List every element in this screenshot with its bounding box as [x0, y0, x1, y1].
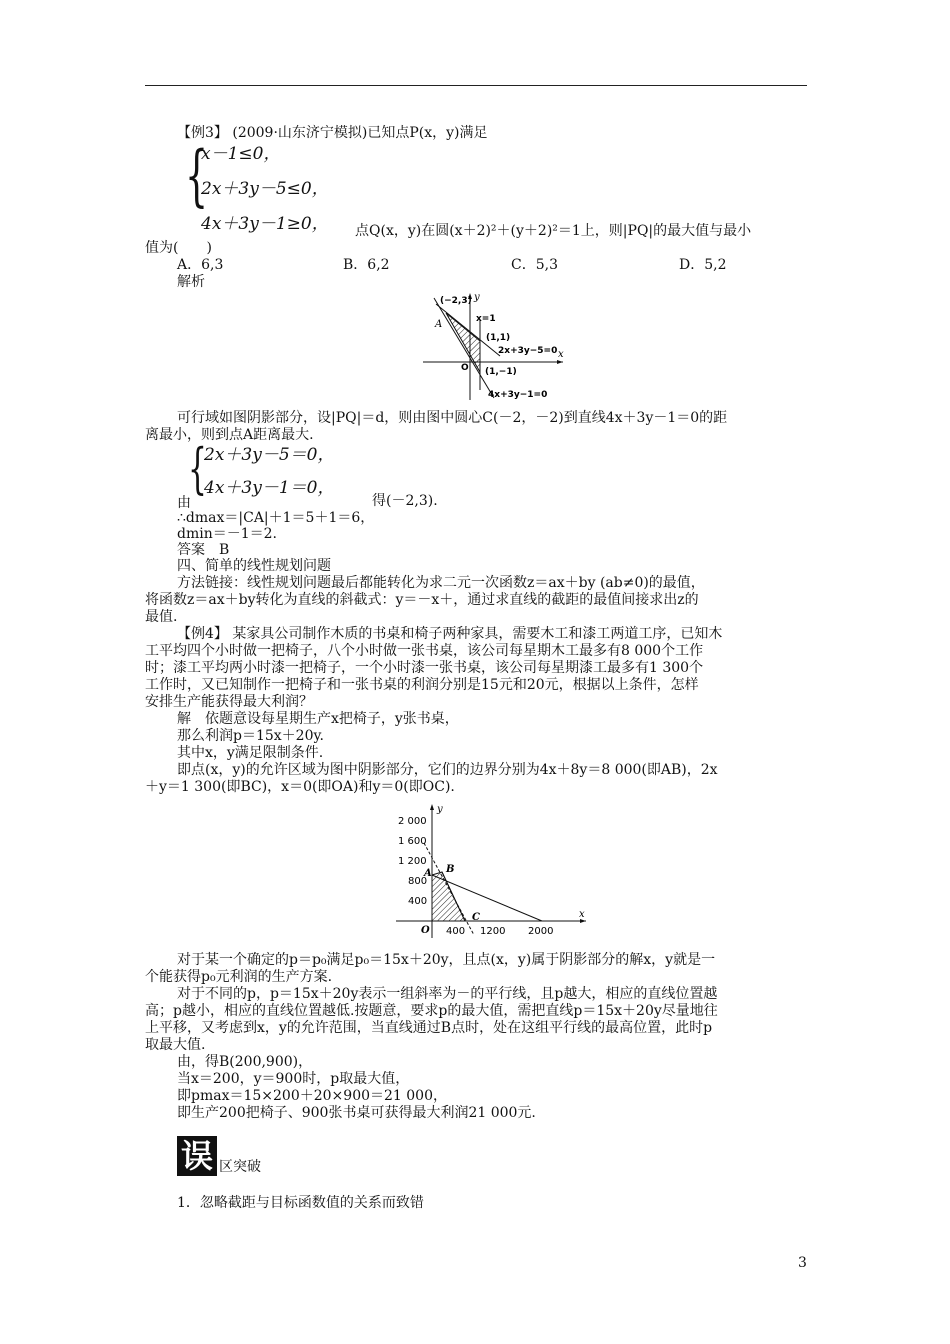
ex3-tail: 点Q(x，y)在圆(x＋2)²＋(y＋2)²＝1上，则|PQ|的最大值与最小	[355, 223, 752, 239]
section4-title: 四、简单的线性规划问题	[177, 558, 331, 574]
ex4-sol3: 其中x，y满足限制条件.	[177, 745, 324, 761]
ex4-line5: 安排生产能获得最大利润？	[145, 694, 313, 710]
label-line-4x3y: 4x+3y−1=0	[488, 390, 548, 400]
option-c: C．5,3	[511, 257, 558, 273]
ex4-u4: 即生产200把椅子、900张书桌可获得最大利润21 000元.	[177, 1105, 536, 1121]
ex3-tail2: 值为( )	[145, 240, 212, 256]
ex4-line2: 工平均四个小时做一把椅子，八个小时做一张书桌，该公司每星期木工最多有8 000个工作	[145, 643, 704, 659]
ytick-1200: 1 200	[398, 856, 427, 867]
ex4-u2: 当x＝200，y＝900时，p取最大值，	[177, 1071, 410, 1087]
option-b: B．6,2	[343, 257, 390, 273]
axis-x-label-2: x	[579, 909, 585, 920]
ytick-400: 400	[408, 896, 428, 907]
option-d: D．5,2	[679, 257, 727, 273]
sol3-line1: 可行域如图阴影部分，设|PQ|＝d，则由图中圆心C(－2，－2)到直线4x＋3y－1＝0的距	[177, 410, 728, 426]
ex4-sol5: ＋y＝1 300(即BC)，x＝0(即OA)和y＝0(即OC).	[145, 779, 455, 795]
option-a: A．6,3	[177, 257, 224, 273]
system-brace-2: {	[188, 437, 207, 500]
sol3-answer: 答案 B	[177, 542, 230, 558]
label-line-2x3y: 2x+3y−5=0	[498, 346, 558, 356]
label-point-1-1: (1,1)	[486, 333, 511, 343]
sol3-dmax: ∴dmax＝|CA|＋1＝5＋1＝6，	[177, 510, 375, 526]
ex4-u3: 即pmax＝15×200＋20×900＝21 000，	[177, 1088, 447, 1104]
ex4-t6: 取最大值.	[145, 1037, 206, 1053]
method-line2: 将函数z＝ax＋by转化为直线的斜截式：y＝－x＋，通过求直线的截距的最值间接求出z的	[145, 592, 699, 608]
ex4-line4: 工作时，又已知制作一把椅子和一张书桌的利润分别是15元和20元，根据以上条件，怎样	[145, 677, 699, 693]
label-x1: x=1	[476, 314, 496, 324]
sol3-de: 得(－2,3).	[372, 493, 438, 509]
ex3-head: 【例3】 (2009·山东济宁模拟)已知点P(x，y)满足	[177, 125, 488, 141]
axis-y-label: y	[474, 292, 480, 303]
feasible-region-figure-2	[394, 800, 590, 940]
sol3-eq-2: 4x＋3y－1＝0，	[204, 478, 335, 498]
jiexi-label: 解析	[177, 274, 205, 290]
label-point-neg2-3: (−2,3)	[440, 296, 472, 306]
label-point-1-neg1: (1,−1)	[485, 367, 517, 377]
ex4-t1: 对于某一个确定的p＝p₀满足p₀＝15x＋20y，且点(x，y)属于阴影部分的解x，y就是一	[177, 952, 716, 968]
ex4-sol4: 即点(x，y)的允许区域为图中阴影部分，它们的边界分别为4x＋8y＝8 000(即AB)，2x	[177, 762, 718, 778]
ex4-t4: 高；p越小，相应的直线位置越低.按题意，要求p的最大值，需把直线p＝15x＋20y尽量地往	[145, 1003, 718, 1019]
ex4-line1: 【例4】 某家具公司制作木质的书桌和椅子两种家具，需要木工和漆工两道工序，已知木	[177, 626, 723, 642]
method-line3: 最值.	[145, 609, 178, 625]
point-c-label: C	[472, 912, 480, 923]
axis-x-label: x	[558, 349, 564, 360]
xtick-2000: 2000	[528, 926, 554, 937]
ex4-t5: 上平移，又考虑到x，y的允许范围，当直线通过B点时，处在这组平行线的最高位置，此时p	[145, 1020, 713, 1036]
page-number: 3	[798, 1255, 807, 1271]
ex3-ineq-3: 4x＋3y－1≥0，	[201, 214, 329, 234]
xtick-400: 400	[446, 926, 466, 937]
ytick-2000: 2 000	[398, 816, 427, 827]
ex3-ineq-2: 2x＋3y－5≤0，	[201, 179, 329, 199]
mistake-badge: 误	[177, 1136, 217, 1176]
sol3-eq-1: 2x＋3y－5＝0，	[204, 445, 335, 465]
ex3-ineq-1: x－1≤0，	[201, 144, 281, 164]
label-a: A	[435, 319, 443, 330]
ex4-t3: 对于不同的p，p＝15x＋20y表示一组斜率为－的平行线，且p越大，相应的直线位置越	[177, 986, 718, 1002]
point-b-label: B	[446, 864, 455, 875]
system-brace: {	[185, 137, 209, 214]
mistake-title-rest: 区突破	[219, 1159, 261, 1175]
method-line1: 方法链接：线性规划问题最后都能转化为求二元一次函数z＝ax＋by (ab≠0)的最值，	[177, 575, 705, 591]
ytick-800: 800	[408, 876, 428, 887]
ex4-sol1: 解 依题意设每星期生产x把椅子，y张书桌，	[177, 711, 459, 727]
xtick-1200: 1200	[480, 926, 506, 937]
origin-label: O	[421, 925, 430, 936]
sol3-dmin: dmin＝－1＝2.	[177, 526, 277, 542]
ex4-u1: 由，得B(200,900)，	[177, 1054, 313, 1070]
sol3-you: 由	[177, 495, 191, 511]
header-rule	[145, 85, 807, 86]
feasible-region-figure-1	[418, 290, 568, 402]
label-origin: O	[461, 363, 469, 373]
ytick-1600: 1 600	[398, 836, 427, 847]
axis-y-label-2: y	[437, 804, 443, 815]
ex4-sol2: 那么利润p＝15x＋20y.	[177, 728, 324, 744]
ex4-line3: 时；漆工平均两小时漆一把椅子，一个小时漆一张书桌，该公司每星期漆工最多有1 300个	[145, 660, 704, 676]
ex4-t2: 个能获得p₀元利润的生产方案.	[145, 969, 333, 985]
mistake-item-1: 1．忽略截距与目标函数值的关系而致错	[177, 1195, 424, 1211]
point-a-label: A	[424, 868, 432, 879]
sol3-line2: 离最小，则到点A距离最大.	[145, 427, 314, 443]
